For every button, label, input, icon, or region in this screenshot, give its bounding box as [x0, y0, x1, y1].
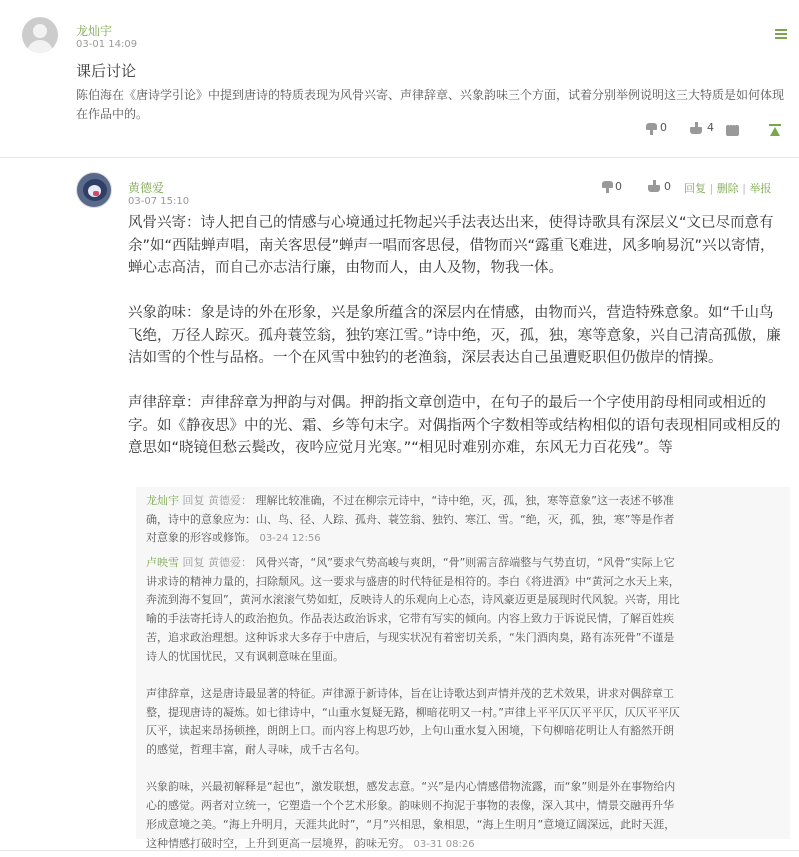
reply-paragraph: 兴象韵味：象是诗的外在形象，兴是象所蕴含的深层内在情感，由物而兴，营造特殊意象。如“千山鸟飞绝，万径人踪灭。孤舟蓑笠翁，独钓寒江雪。”诗中绝，灭，孤，独，寒等意象，兴自己清高孤傲，廉洁如雪的个性与品格。一个在风雪中独钓的老渔翁，深层表达自己虽遭贬职但仍傲岸的情操。: [128, 305, 781, 366]
thumbs-down-icon[interactable]: [646, 123, 657, 135]
delete-button[interactable]: 删除: [716, 182, 739, 195]
subreply: [146, 492, 682, 549]
subreply-author[interactable]: 卢映雪: [146, 556, 179, 569]
pin-top-icon[interactable]: [769, 124, 781, 136]
subreply-time: 03-24 12:56: [259, 533, 321, 545]
separator: |: [742, 182, 746, 195]
default-avatar-body: [27, 40, 53, 53]
subreply-text: 风骨兴寄，“风”要求气势高峻与爽朗，“骨”则需言辞端整与气势直切，“风骨”实际上它讲求诗的精神力量的，扫除颓风。这一要求与盛唐的时代特征是相符的。李白《将进酒》中“黄河之水天上来，奔流到海不复回”，黄河水滚滚气势如虹，反映诗人的乐观向上心态，诗风豪迈更是展现时代风貌。兴寄，用比喻的手法寄托诗人的政治抱负。作品表达政治诉求，它带有写实的倾向。内容上致力于诉说民情，了解百姓疾苦，追求政治理想。这种诉求大多存于中唐后，与现实状况有着密切关系，“朱门酒肉臭，路有冻死骨”不谨是诗人的忧国忧民，又有讽刺意味在里面。: [146, 556, 680, 663]
post-like-count: 4: [707, 121, 714, 134]
divider: [0, 850, 799, 851]
subreply-time: 03-31 08:26: [413, 838, 475, 850]
subreply-target[interactable]: 黄德爱：: [208, 494, 252, 507]
reply-paragraph: 声律辞章：声律辞章为押韵与对偶。押韵指文章创造中，在句子的最后一个字使用韵母相同或相近的字。如《静夜思》中的光、霜、乡等句末字。对偶指两个字数相等或结构相似的语句表现相同或相反的意思如“晓镜但愁云鬓改，夜吟应觉月光寒。”“相见时难别亦难，东风无力百花残”。等: [128, 395, 781, 456]
reply-body: [128, 212, 786, 486]
subreply: [146, 554, 682, 854]
post-author[interactable]: 龙灿宇: [76, 24, 113, 38]
post-dislike-count: 0: [660, 121, 667, 134]
avatar[interactable]: [22, 17, 58, 53]
subreply-reply-word: 回复: [182, 556, 205, 569]
subreply-reply-word: 回复: [182, 494, 205, 507]
post-body: 陈伯海在《唐诗学引论》中提到唐诗的特质表现为风骨兴寄、声律辞章、兴象韵味三个方面，试着分别举例说明这三大特质是如何体现在作品中的。: [76, 88, 785, 121]
reply-paragraph: 风骨兴寄：诗人把自己的情感与心境通过托物起兴手法表达出来，使得诗歌具有深层义“文已尽而意有余”如“西陆蝉声唱，南关客思侵”蝉声一唱而客思侵，借物而兴“露重飞难进，风多响易沉”兴以寄情，蝉心志高洁，而自己亦志洁行廉，由物而人，由人及物，物我一体。: [128, 215, 775, 276]
subreply-author[interactable]: 龙灿宇: [146, 494, 179, 507]
default-avatar-head: [33, 24, 47, 38]
reply-dislike-count: 0: [615, 180, 622, 193]
separator: |: [709, 182, 714, 195]
subreply-text: 理解比较准确，不过在柳宗元诗中，“诗中绝，灭，孤，独，寒等意象”这一表述不够准确，诗中的意象应为：山、鸟、径、人踪、孤舟、蓑笠翁、独钓、寒江、雪。“绝，灭，孤，独，寒”等是作者对意象的形容或修饰。: [146, 494, 675, 545]
post-title: 课后讨论: [76, 62, 137, 80]
thumbs-up-icon[interactable]: [690, 122, 702, 134]
reply-thumbs-up-icon[interactable]: [648, 180, 660, 192]
comment-icon[interactable]: [726, 125, 739, 136]
reply-action-links: [684, 180, 771, 196]
report-button[interactable]: 举报: [749, 182, 772, 195]
menu-icon[interactable]: [775, 29, 787, 39]
reply-thumbs-down-icon[interactable]: [602, 181, 613, 193]
reply-time: 03-07 15:10: [128, 196, 190, 207]
reply-like-count: 0: [664, 180, 671, 193]
subreply-text: 兴象韵味，兴最初解释是“起也”，激发联想，感发志意。“兴”是内心情感借物流露，而“象”则是外在事物给内心的感觉。两者对立统一，它塑造一个个艺术形象。韵味则不拘泥于事物的表像，深入其中，情景交融再升华形成意境之美。“海上升明月，天涯共此时”，“月”兴相思，象相思，“海上生明月”意境辽阔深远，此时天涯，这种情感打破时空，上升到更高一层境界，韵味无穷。: [146, 780, 676, 850]
post-card: [0, 0, 799, 158]
reply-author[interactable]: 黄德爱: [128, 181, 165, 195]
subreply-text: 声律辞章，这是唐诗最显著的特征。声律源于新诗体，旨在让诗歌达到声情并茂的艺术效果，讲求对偶辞章工整，提现唐诗的凝炼。如七律诗中，“山重水复疑无路，柳暗花明又一村。”声律上平平仄仄平平仄，仄仄平平仄仄平，读起来昂扬顿挫，朗朗上口。而内容上构思巧妙，上句山重水复入困境，下句柳暗花明让人有豁然开朗的感觉，哲理丰富，耐人寻味，成千古名句。: [146, 686, 680, 757]
reply-button[interactable]: 回复: [684, 182, 706, 195]
reply-avatar[interactable]: [76, 172, 112, 208]
subreply-target[interactable]: 黄德爱：: [208, 556, 252, 569]
post-time: 03-01 14:09: [76, 39, 138, 50]
